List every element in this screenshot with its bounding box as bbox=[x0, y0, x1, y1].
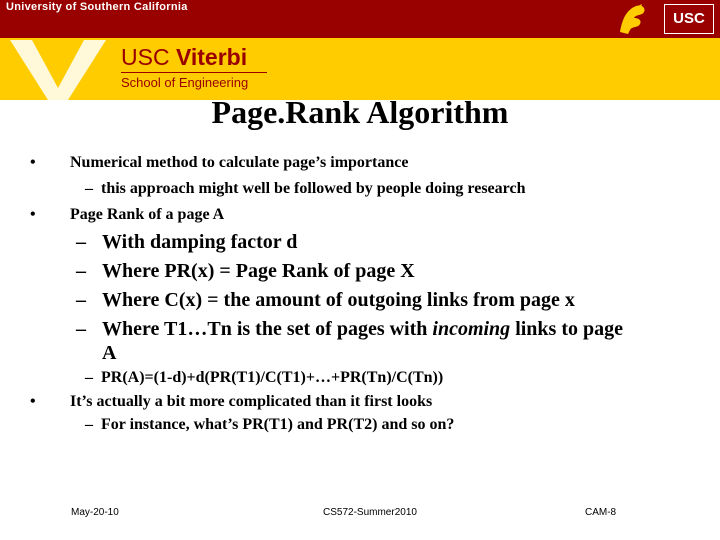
dash-marker: – bbox=[85, 416, 93, 433]
header-bar bbox=[0, 0, 720, 38]
emphasis-text: incoming bbox=[432, 318, 511, 340]
dash-marker: – bbox=[76, 231, 86, 253]
formula-text: PR(A)=(1-d)+d(PR(T1)/C(T1)+…+PR(Tn)/C(Tn)) bbox=[101, 369, 444, 386]
slide-title: Page.Rank Algorithm bbox=[211, 94, 509, 130]
bullet-marker: • bbox=[30, 393, 36, 410]
list-item-continuation: A bbox=[102, 342, 117, 364]
viterbi-divider bbox=[121, 72, 267, 73]
dash-marker: – bbox=[76, 289, 86, 311]
list-item-text: links to page bbox=[510, 318, 623, 340]
list-item: Page Rank of a page A bbox=[70, 206, 225, 223]
usc-logo-text: USC bbox=[673, 10, 705, 27]
list-item: It’s actually a bit more complicated than it first looks bbox=[70, 393, 433, 410]
dash-marker: – bbox=[76, 318, 86, 340]
list-item bbox=[102, 318, 623, 341]
viterbi-logo bbox=[108, 44, 278, 96]
list-item: this approach might well be followed by people doing research bbox=[101, 180, 526, 197]
university-name: University of Southern California bbox=[6, 1, 188, 13]
trojan-icon bbox=[612, 2, 654, 36]
bullet-marker: • bbox=[30, 206, 36, 223]
bullet-marker: • bbox=[30, 154, 36, 171]
viterbi-brand-text bbox=[121, 44, 247, 71]
footer-course: CS572-Summer2010 bbox=[323, 507, 417, 518]
dash-marker: – bbox=[85, 180, 93, 197]
list-item: Where C(x) = the amount of outgoing links from page x bbox=[102, 289, 575, 311]
footer-page-number: CAM-8 bbox=[585, 507, 617, 518]
viterbi-school-text: School of Engineering bbox=[121, 75, 249, 90]
list-item: With damping factor d bbox=[102, 231, 298, 253]
list-item: Numerical method to calculate page’s importance bbox=[70, 154, 409, 171]
viterbi-v-icon bbox=[10, 40, 110, 100]
viterbi-brand-usc: USC bbox=[121, 44, 170, 70]
viterbi-brand-name: Viterbi bbox=[175, 44, 248, 70]
dash-marker: – bbox=[76, 260, 86, 282]
list-item: For instance, what’s PR(T1) and PR(T2) and so on? bbox=[101, 416, 455, 433]
footer-date: May-20-10 bbox=[71, 507, 119, 518]
dash-marker: – bbox=[85, 369, 93, 386]
list-item-text: Where T1…Tn is the set of pages with bbox=[102, 318, 433, 340]
list-item: Where PR(x) = Page Rank of page X bbox=[102, 260, 415, 282]
usc-logo bbox=[664, 4, 714, 34]
